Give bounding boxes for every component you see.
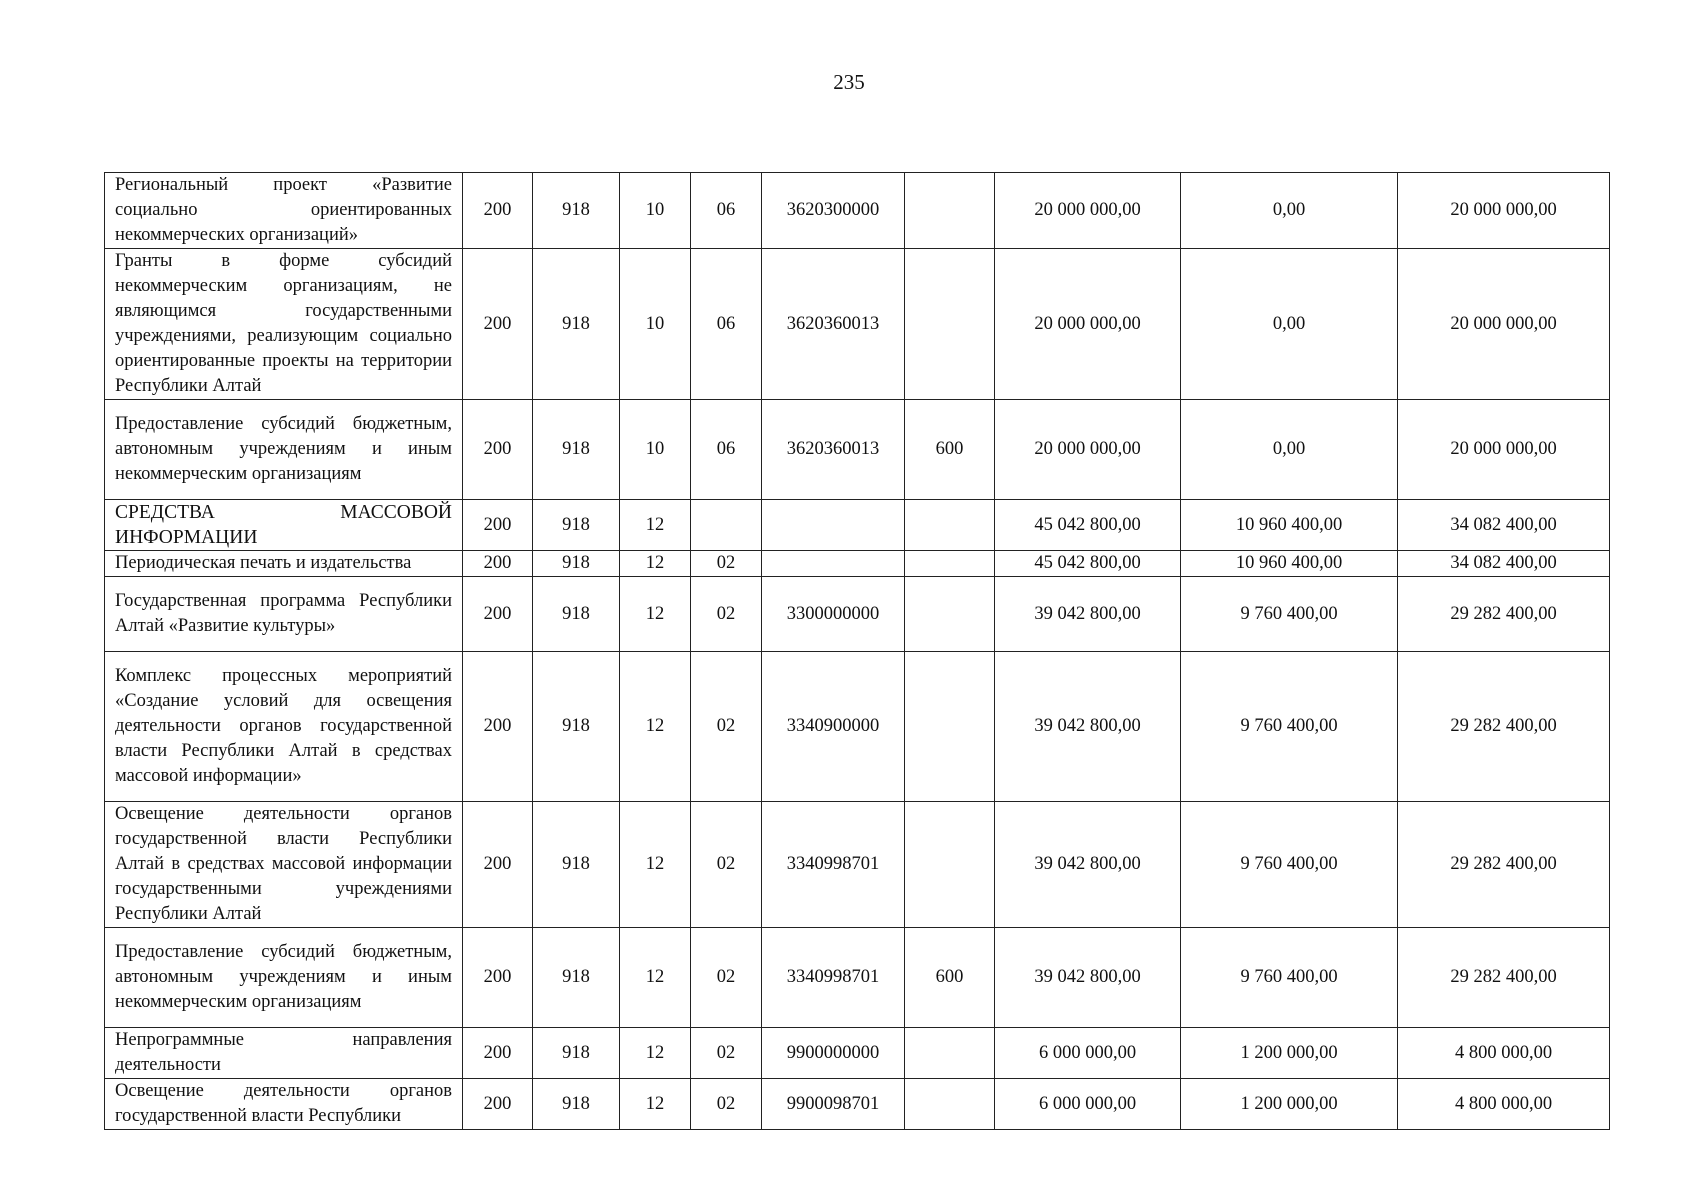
col-subsection: 06 <box>691 400 762 500</box>
col-regional: 4 800 000,00 <box>1398 1079 1610 1130</box>
col-expense-type <box>905 249 995 400</box>
col-regional: 29 282 400,00 <box>1398 802 1610 928</box>
col-section: 12 <box>620 652 691 802</box>
col-total: 45 042 800,00 <box>995 500 1181 551</box>
col-section: 12 <box>620 577 691 652</box>
col-section: 12 <box>620 1079 691 1130</box>
col-total: 39 042 800,00 <box>995 928 1181 1028</box>
col-expense-type: 600 <box>905 928 995 1028</box>
col-chapter: 200 <box>463 577 533 652</box>
col-chapter: 200 <box>463 802 533 928</box>
col-federal: 10 960 400,00 <box>1181 500 1398 551</box>
col-ministry: 918 <box>533 652 620 802</box>
col-total: 20 000 000,00 <box>995 400 1181 500</box>
col-chapter: 200 <box>463 551 533 577</box>
col-subsection: 02 <box>691 1028 762 1079</box>
col-expense-type <box>905 1028 995 1079</box>
col-subsection: 06 <box>691 249 762 400</box>
col-ministry: 918 <box>533 928 620 1028</box>
col-target-article: 3340900000 <box>762 652 905 802</box>
col-chapter: 200 <box>463 652 533 802</box>
col-section: 10 <box>620 400 691 500</box>
row-name: Комплекс процессных мероприятий «Создание условий для освещения деятельности органов государственной власти Республики Алтай в средствах массовой информации» <box>105 652 463 802</box>
col-ministry: 918 <box>533 1028 620 1079</box>
col-section: 12 <box>620 928 691 1028</box>
row-name: Освещение деятельности органов государственной власти Республики <box>105 1079 463 1130</box>
col-chapter: 200 <box>463 400 533 500</box>
table-row <box>105 551 1610 577</box>
col-subsection: 02 <box>691 928 762 1028</box>
col-subsection: 02 <box>691 652 762 802</box>
col-expense-type <box>905 551 995 577</box>
col-section: 10 <box>620 173 691 249</box>
col-total: 6 000 000,00 <box>995 1028 1181 1079</box>
col-federal: 0,00 <box>1181 173 1398 249</box>
col-chapter: 200 <box>463 1079 533 1130</box>
col-chapter: 200 <box>463 500 533 551</box>
col-expense-type <box>905 500 995 551</box>
col-ministry: 918 <box>533 551 620 577</box>
row-name: Региональный проект «Развитие социально ориентированных некоммерческих организаций» <box>105 173 463 249</box>
col-section: 12 <box>620 1028 691 1079</box>
col-subsection: 02 <box>691 577 762 652</box>
table-row <box>105 400 1610 500</box>
col-federal: 9 760 400,00 <box>1181 652 1398 802</box>
col-total: 39 042 800,00 <box>995 802 1181 928</box>
col-regional: 29 282 400,00 <box>1398 928 1610 1028</box>
col-ministry: 918 <box>533 400 620 500</box>
col-regional: 20 000 000,00 <box>1398 249 1610 400</box>
col-section: 12 <box>620 802 691 928</box>
col-federal: 9 760 400,00 <box>1181 577 1398 652</box>
col-subsection: 02 <box>691 802 762 928</box>
col-target-article: 3340998701 <box>762 928 905 1028</box>
row-name: СРЕДСТВА МАССОВОЙ ИНФОРМАЦИИ <box>105 500 463 551</box>
row-name: Освещение деятельности органов государственной власти Республики Алтай в средствах массовой информации государственными учреждениями Республики Алтай <box>105 802 463 928</box>
row-name: Гранты в форме субсидий некоммерческим организациям, не являющимся государственными учреждениями, реализующим социально ориентированные проекты на территории Республики Алтай <box>105 249 463 400</box>
col-federal: 1 200 000,00 <box>1181 1028 1398 1079</box>
col-ministry: 918 <box>533 577 620 652</box>
page-number: 235 <box>833 70 865 94</box>
col-total: 45 042 800,00 <box>995 551 1181 577</box>
col-chapter: 200 <box>463 173 533 249</box>
table-row <box>105 173 1610 249</box>
row-name: Предоставление субсидий бюджетным, автономным учреждениям и иным некоммерческим организациям <box>105 928 463 1028</box>
budget-table <box>104 172 1610 1130</box>
col-target-article: 3620360013 <box>762 400 905 500</box>
col-ministry: 918 <box>533 500 620 551</box>
col-total: 20 000 000,00 <box>995 173 1181 249</box>
col-expense-type <box>905 802 995 928</box>
col-section: 12 <box>620 500 691 551</box>
col-expense-type <box>905 173 995 249</box>
col-subsection: 06 <box>691 173 762 249</box>
col-section: 10 <box>620 249 691 400</box>
table-row <box>105 1028 1610 1079</box>
table-row <box>105 577 1610 652</box>
col-target-article: 9900098701 <box>762 1079 905 1130</box>
col-ministry: 918 <box>533 802 620 928</box>
col-expense-type <box>905 577 995 652</box>
col-chapter: 200 <box>463 1028 533 1079</box>
col-federal: 10 960 400,00 <box>1181 551 1398 577</box>
col-regional: 20 000 000,00 <box>1398 173 1610 249</box>
col-chapter: 200 <box>463 249 533 400</box>
col-expense-type <box>905 652 995 802</box>
col-target-article: 3620300000 <box>762 173 905 249</box>
table-row <box>105 500 1610 551</box>
col-regional: 4 800 000,00 <box>1398 1028 1610 1079</box>
col-federal: 0,00 <box>1181 400 1398 500</box>
col-total: 39 042 800,00 <box>995 652 1181 802</box>
table-row <box>105 249 1610 400</box>
col-chapter: 200 <box>463 928 533 1028</box>
col-total: 6 000 000,00 <box>995 1079 1181 1130</box>
col-target-article <box>762 551 905 577</box>
col-regional: 34 082 400,00 <box>1398 500 1610 551</box>
row-name: Предоставление субсидий бюджетным, автономным учреждениям и иным некоммерческим организациям <box>105 400 463 500</box>
col-target-article: 3620360013 <box>762 249 905 400</box>
col-target-article: 3340998701 <box>762 802 905 928</box>
col-ministry: 918 <box>533 249 620 400</box>
col-federal: 0,00 <box>1181 249 1398 400</box>
col-federal: 9 760 400,00 <box>1181 928 1398 1028</box>
col-subsection: 02 <box>691 1079 762 1130</box>
table-row <box>105 1079 1610 1130</box>
col-subsection: 02 <box>691 551 762 577</box>
col-total: 39 042 800,00 <box>995 577 1181 652</box>
col-federal: 9 760 400,00 <box>1181 802 1398 928</box>
col-regional: 29 282 400,00 <box>1398 652 1610 802</box>
col-total: 20 000 000,00 <box>995 249 1181 400</box>
col-target-article: 3300000000 <box>762 577 905 652</box>
row-name: Государственная программа Республики Алтай «Развитие культуры» <box>105 577 463 652</box>
row-name: Периодическая печать и издательства <box>105 551 463 577</box>
col-regional: 34 082 400,00 <box>1398 551 1610 577</box>
col-regional: 29 282 400,00 <box>1398 577 1610 652</box>
table-row <box>105 652 1610 802</box>
col-regional: 20 000 000,00 <box>1398 400 1610 500</box>
col-federal: 1 200 000,00 <box>1181 1079 1398 1130</box>
table-row <box>105 928 1610 1028</box>
table-row <box>105 802 1610 928</box>
col-subsection <box>691 500 762 551</box>
col-target-article: 9900000000 <box>762 1028 905 1079</box>
col-target-article <box>762 500 905 551</box>
col-ministry: 918 <box>533 173 620 249</box>
row-name: Непрограммные направления деятельности <box>105 1028 463 1079</box>
col-section: 12 <box>620 551 691 577</box>
col-ministry: 918 <box>533 1079 620 1130</box>
col-expense-type <box>905 1079 995 1130</box>
col-expense-type: 600 <box>905 400 995 500</box>
